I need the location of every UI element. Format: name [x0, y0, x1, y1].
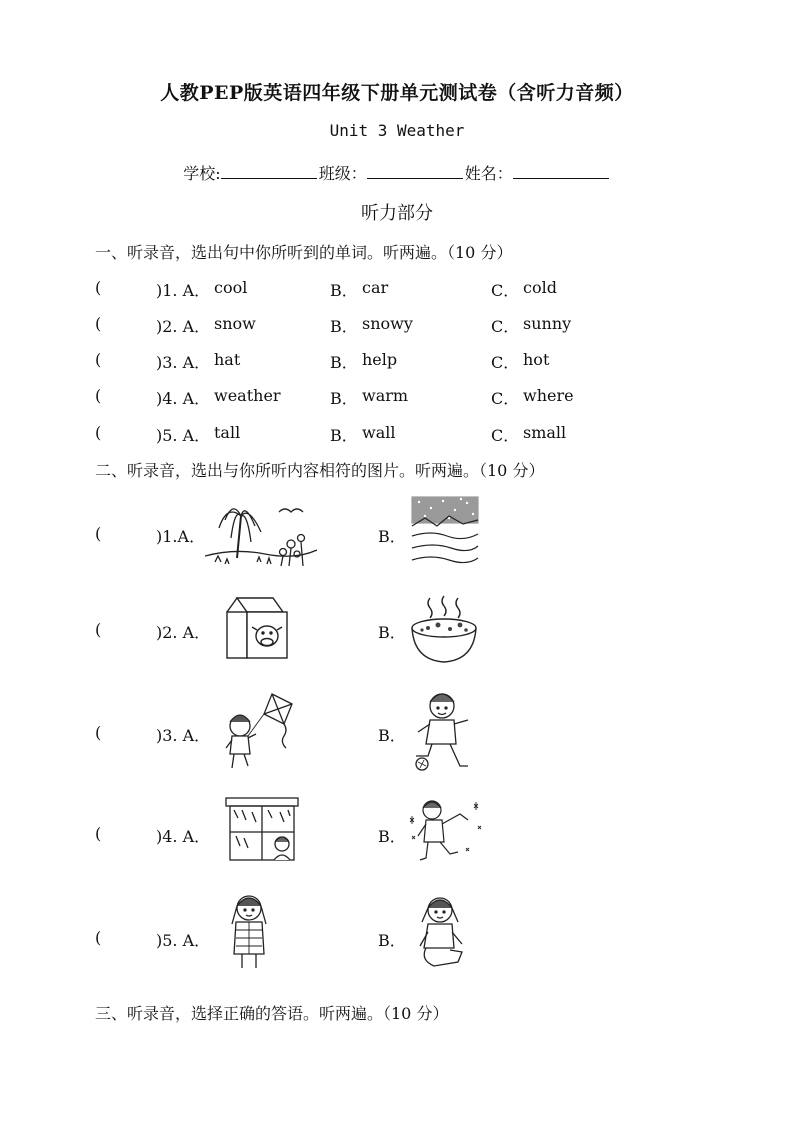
answer-paren[interactable]: ( — [95, 928, 102, 947]
girl-in-coat-picture[interactable] — [222, 890, 276, 972]
option-c: small — [523, 423, 567, 442]
winter-scene-picture[interactable] — [411, 496, 479, 568]
option-b-label: B． — [378, 527, 406, 546]
option-b-label: B． — [330, 353, 358, 372]
option-b-label: B． — [378, 726, 406, 745]
answer-paren[interactable]: ( — [95, 723, 102, 742]
question-number: )3. A． — [156, 726, 211, 745]
girl-flying-kite-picture[interactable] — [222, 692, 296, 772]
option-a: snow — [214, 314, 256, 333]
part1-heading: 一、听录音，选出句中你所听到的单词。听两遍。（10 分） — [95, 243, 513, 262]
girl-sitting-picture[interactable] — [412, 892, 468, 972]
listening-section-title: 听力部分 — [361, 203, 433, 224]
option-b-label: B． — [330, 281, 358, 300]
child-in-snow-picture[interactable] — [406, 796, 484, 866]
option-c-label: C． — [491, 317, 520, 336]
school-blank[interactable] — [221, 164, 317, 179]
option-b-label: B． — [330, 389, 358, 408]
option-c: sunny — [523, 314, 572, 333]
answer-paren[interactable]: ( — [95, 278, 102, 297]
answer-paren[interactable]: ( — [95, 620, 102, 639]
option-c-label: C． — [491, 389, 520, 408]
option-a: weather — [214, 386, 281, 405]
part3-heading: 三、听录音，选择正确的答语。听两遍。（10 分） — [95, 1004, 449, 1023]
option-b: car — [362, 278, 389, 297]
school-label: 学校: — [183, 164, 221, 183]
name-blank[interactable] — [513, 164, 609, 179]
class-blank[interactable] — [367, 164, 463, 179]
page-title: 人教PEP版英语四年级下册单元测试卷（含听力音频） — [160, 82, 634, 104]
answer-paren[interactable]: ( — [95, 524, 102, 543]
answer-paren[interactable]: ( — [95, 824, 102, 843]
name-label: 姓名： — [464, 164, 513, 183]
spring-scene-picture[interactable] — [205, 498, 317, 570]
part2-heading: 二、听录音，选出与你所听内容相符的图片。听两遍。（10 分） — [95, 461, 545, 480]
question-number: )1.A． — [156, 527, 206, 546]
boy-playing-football-picture[interactable] — [410, 690, 476, 774]
answer-paren[interactable]: ( — [95, 314, 102, 333]
option-a: tall — [214, 423, 241, 442]
question-number: )2. A． — [156, 623, 211, 642]
girl-at-window-picture[interactable] — [224, 796, 300, 862]
answer-paren[interactable]: ( — [95, 386, 102, 405]
option-a: hat — [214, 350, 241, 369]
option-c: where — [523, 386, 574, 405]
option-b-label: B． — [378, 827, 406, 846]
option-c-label: C． — [491, 353, 520, 372]
option-c-label: C． — [491, 426, 520, 445]
option-b-label: B． — [330, 317, 358, 336]
option-b-label: B． — [330, 426, 358, 445]
question-number: )4. A． — [156, 389, 211, 408]
answer-paren[interactable]: ( — [95, 423, 102, 442]
hot-soup-picture[interactable] — [408, 594, 478, 666]
option-c: hot — [523, 350, 550, 369]
option-b: wall — [362, 423, 396, 442]
option-b-label: B． — [378, 931, 406, 950]
question-number: )3. A． — [156, 353, 211, 372]
option-a: cool — [214, 278, 248, 297]
milk-carton-picture[interactable] — [223, 594, 293, 662]
option-c-label: C． — [491, 281, 520, 300]
question-number: )5. A． — [156, 426, 211, 445]
option-b: help — [362, 350, 398, 369]
student-info-line — [0, 161, 794, 184]
answer-paren[interactable]: ( — [95, 350, 102, 369]
question-number: )1. A． — [156, 281, 211, 300]
option-b: snowy — [362, 314, 413, 333]
question-number: )2. A． — [156, 317, 211, 336]
option-b-label: B． — [378, 623, 406, 642]
unit-subtitle: Unit 3 Weather — [329, 121, 465, 140]
class-label: 班级： — [318, 164, 367, 183]
option-c: cold — [523, 278, 557, 297]
option-b: warm — [362, 386, 409, 405]
question-number: )4. A． — [156, 827, 211, 846]
question-number: )5. A． — [156, 931, 211, 950]
